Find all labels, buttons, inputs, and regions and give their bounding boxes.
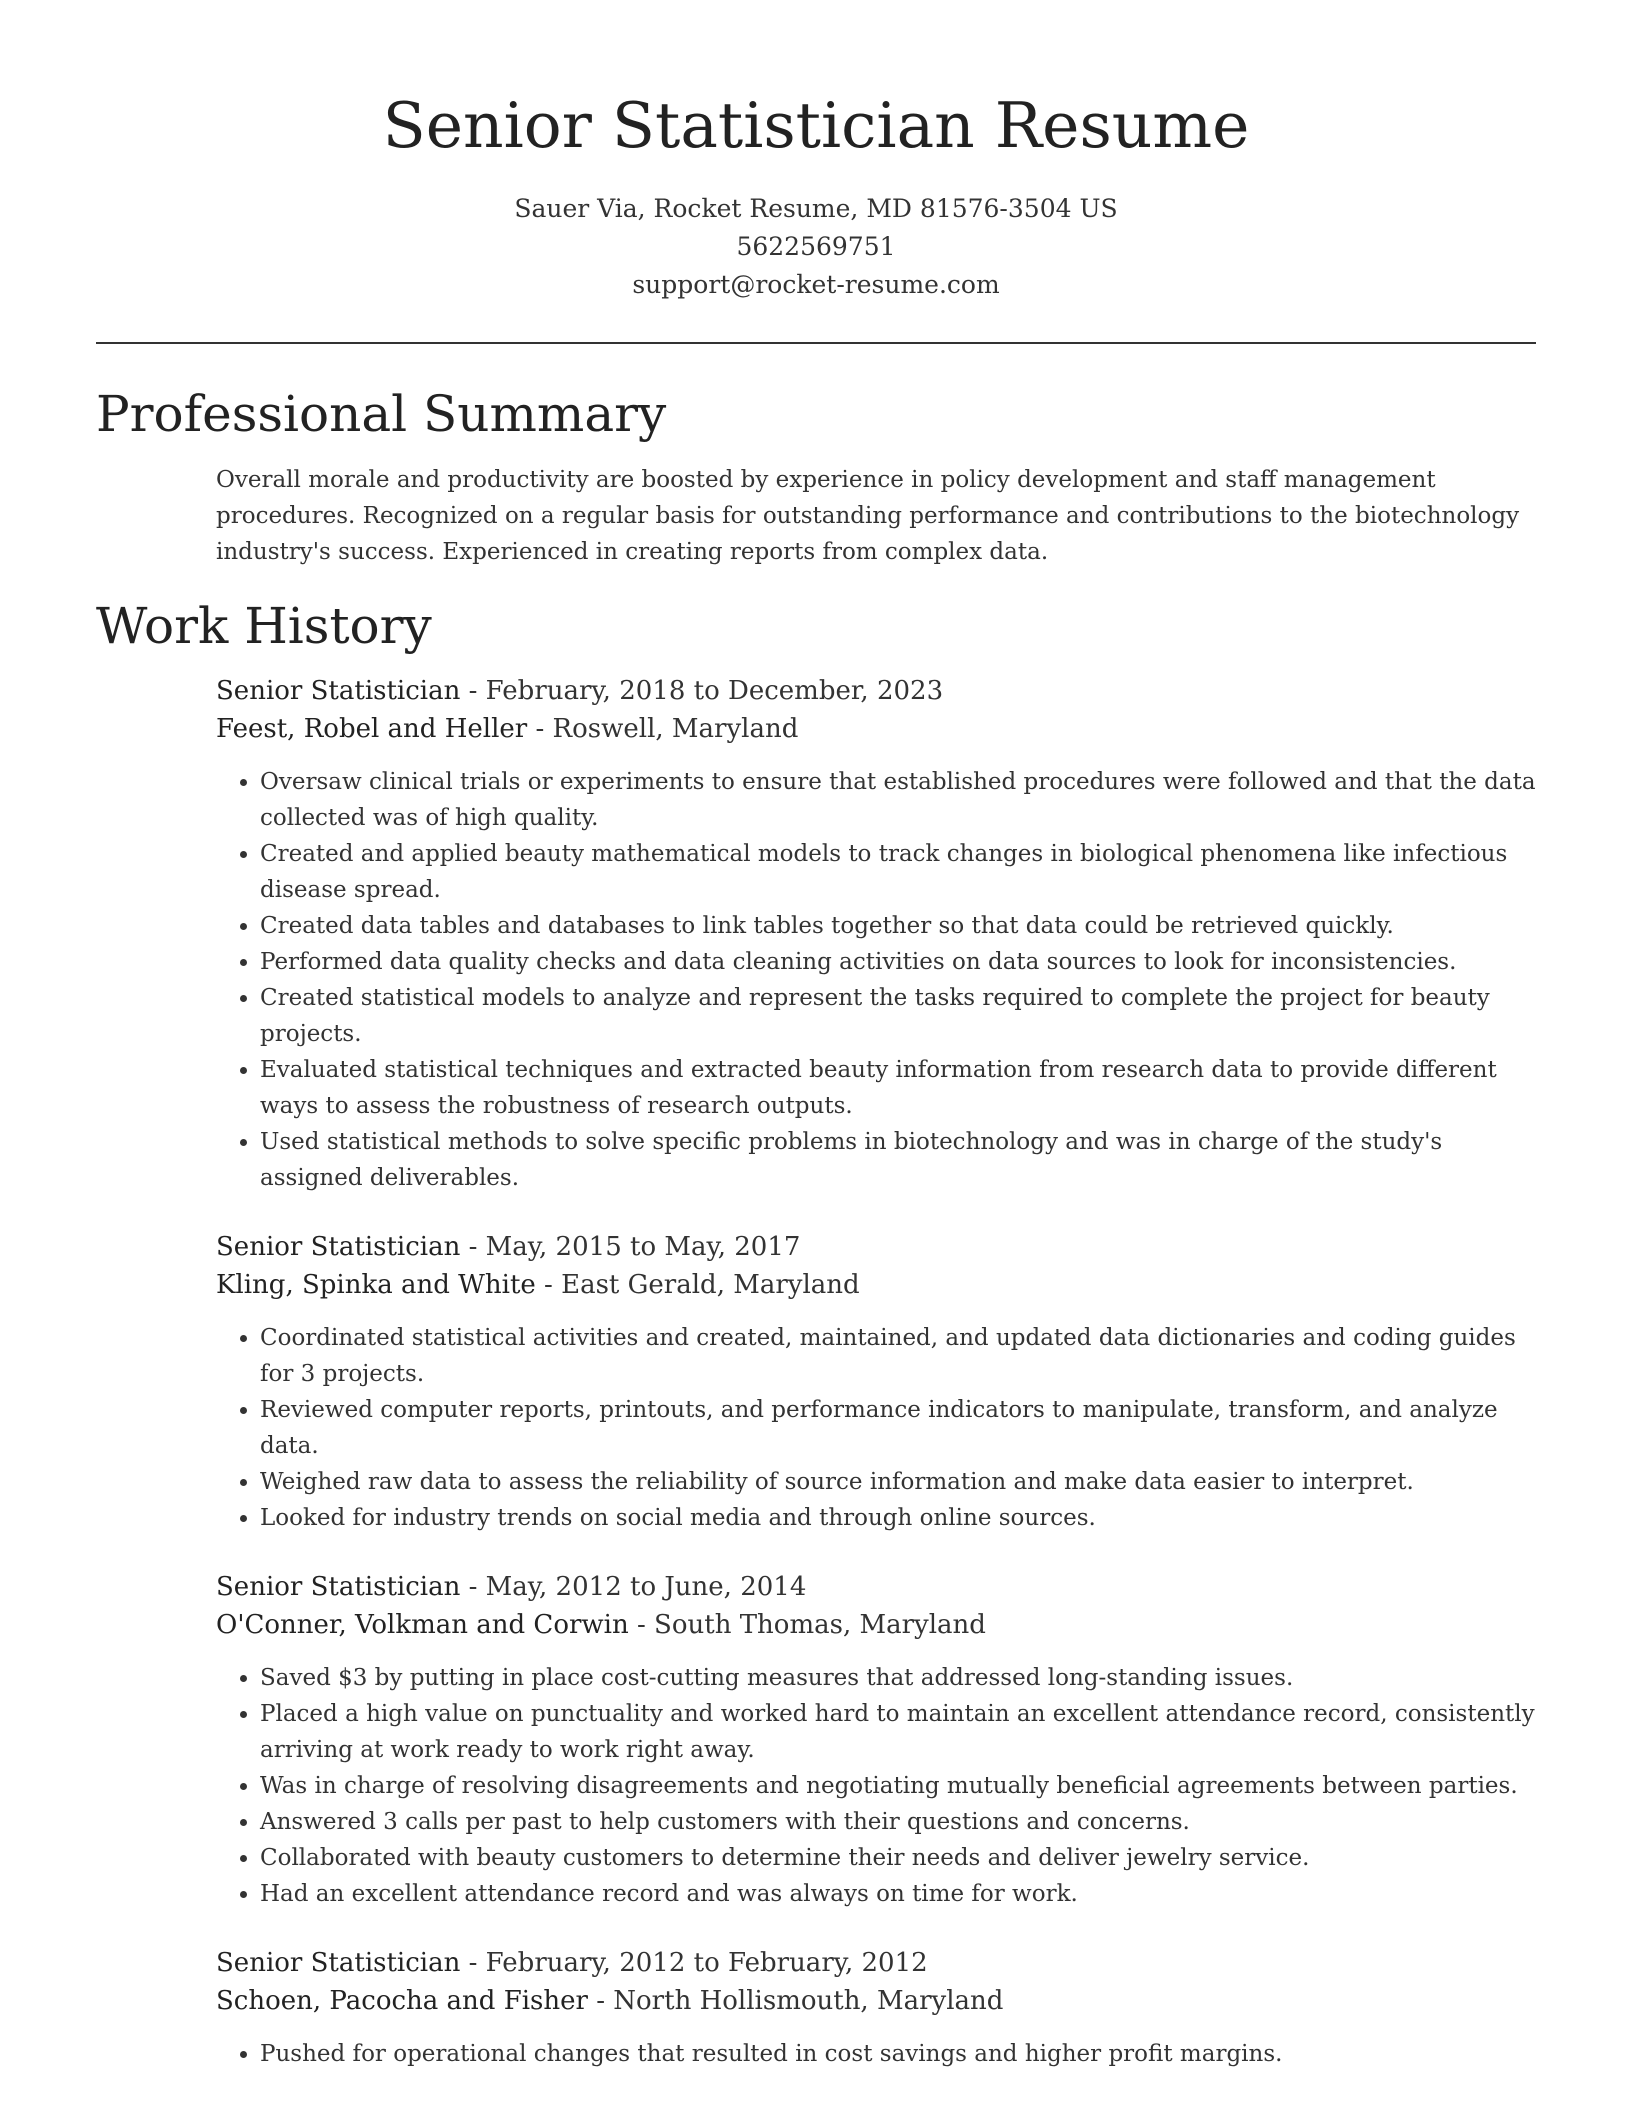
job-bullet: • Collaborated with beauty customers to determine their needs and deliver jewelry service. xyxy=(260,1840,1546,1876)
job-bullet: • Was in charge of resolving disagreements and negotiating mutually beneficial agreements between parties. xyxy=(260,1768,1546,1804)
header-divider xyxy=(96,342,1536,344)
job-bullet: • Created data tables and databases to link tables together so that data could be retrieved quickly. xyxy=(260,908,1546,944)
job-dates: - May, 2012 to June, 2014 xyxy=(460,1572,807,1602)
job-company: Schoen, Pacocha and Fisher xyxy=(216,1986,588,2016)
contact-address: Sauer Via, Rocket Resume, MD 81576-3504 US xyxy=(514,194,1118,223)
section-heading-work-history: Work History xyxy=(96,597,432,655)
job-bullet: • Answered 3 calls per past to help customers with their questions and concerns. xyxy=(260,1804,1546,1840)
job-title-line xyxy=(216,1228,1546,1266)
job-entry xyxy=(216,1568,1546,1912)
job-bullet: • Used statistical methods to solve specific problems in biotechnology and was in charge of the study's assigned deliverables. xyxy=(260,1124,1546,1196)
job-bullet: • Oversaw clinical trials or experiments to ensure that established procedures were followed and that the data collected was of high quality. xyxy=(260,764,1546,836)
job-bullet: • Had an excellent attendance record and was always on time for work. xyxy=(260,1876,1546,1912)
job-location: - Roswell, Maryland xyxy=(527,714,799,744)
job-company-line xyxy=(216,1606,1546,1644)
job-location: - North Hollismouth, Maryland xyxy=(587,1986,1004,2016)
job-entry xyxy=(216,1228,1546,1536)
job-company: Kling, Spinka and White xyxy=(216,1270,536,1300)
job-location: - South Thomas, Maryland xyxy=(628,1610,986,1640)
resume-header xyxy=(0,0,1632,304)
job-company: O'Conner, Volkman and Corwin xyxy=(216,1610,629,1640)
summary-text: Overall morale and productivity are boosted by experience in policy development and staff management procedures. Recognized on a regular basis for outstanding performance and contributions to the biotechnology industry's success. Experienced in creating reports from complex data. xyxy=(216,467,1520,565)
job-bullet-list xyxy=(216,1660,1546,1912)
work-history-list xyxy=(216,672,1546,2104)
job-bullet: • Reviewed computer reports, printouts, and performance indicators to manipulate, transform, and analyze data. xyxy=(260,1392,1546,1464)
job-title: Senior Statistician xyxy=(216,676,461,706)
resume-title: Senior Statistician Resume xyxy=(382,89,1250,162)
job-company-line xyxy=(216,710,1546,748)
job-bullet-list xyxy=(216,1320,1546,1536)
contact-block xyxy=(0,190,1632,304)
job-entry xyxy=(216,672,1546,1196)
job-bullet: • Placed a high value on punctuality and worked hard to maintain an excellent attendance record, consistently arriving at work ready to work right away. xyxy=(260,1696,1546,1768)
job-bullet: • Weighed raw data to assess the reliability of source information and make data easier to interpret. xyxy=(260,1464,1546,1500)
job-dates: - February, 2012 to February, 2012 xyxy=(460,1948,928,1978)
job-dates: - May, 2015 to May, 2017 xyxy=(460,1232,801,1262)
contact-email: support@rocket-resume.com xyxy=(632,270,1000,299)
job-bullet: • Saved $3 by putting in place cost-cutting measures that addressed long-standing issues. xyxy=(260,1660,1546,1696)
job-title: Senior Statistician xyxy=(216,1948,461,1978)
job-location: - East Gerald, Maryland xyxy=(535,1270,860,1300)
job-company-line xyxy=(216,1982,1546,2020)
job-company: Feest, Robel and Heller xyxy=(216,714,528,744)
job-title-line xyxy=(216,1568,1546,1606)
job-entry xyxy=(216,1944,1546,2072)
job-company-line xyxy=(216,1266,1546,1304)
section-heading-summary: Professional Summary xyxy=(96,385,667,443)
job-bullet-list xyxy=(216,2036,1546,2072)
job-bullet: • Pushed for operational changes that resulted in cost savings and higher profit margins. xyxy=(260,2036,1546,2072)
job-title: Senior Statistician xyxy=(216,1232,461,1262)
job-dates: - February, 2018 to December, 2023 xyxy=(460,676,944,706)
job-bullet: • Created and applied beauty mathematical models to track changes in biological phenomena like infectious disease spread. xyxy=(260,836,1546,908)
job-title-line xyxy=(216,672,1546,710)
job-bullet: • Coordinated statistical activities and created, maintained, and updated data dictionaries and coding guides for 3 projects. xyxy=(260,1320,1546,1392)
job-title: Senior Statistician xyxy=(216,1572,461,1602)
contact-phone: 5622569751 xyxy=(736,232,896,261)
job-title-line xyxy=(216,1944,1546,1982)
job-bullet: • Evaluated statistical techniques and extracted beauty information from research data to provide different ways to assess the robustness of research outputs. xyxy=(260,1052,1546,1124)
job-bullet: • Performed data quality checks and data cleaning activities on data sources to look for inconsistencies. xyxy=(260,944,1546,980)
job-bullet: • Created statistical models to analyze and represent the tasks required to complete the project for beauty projects. xyxy=(260,980,1546,1052)
job-bullet: • Looked for industry trends on social media and through online sources. xyxy=(260,1500,1546,1536)
job-bullet-list xyxy=(216,764,1546,1196)
